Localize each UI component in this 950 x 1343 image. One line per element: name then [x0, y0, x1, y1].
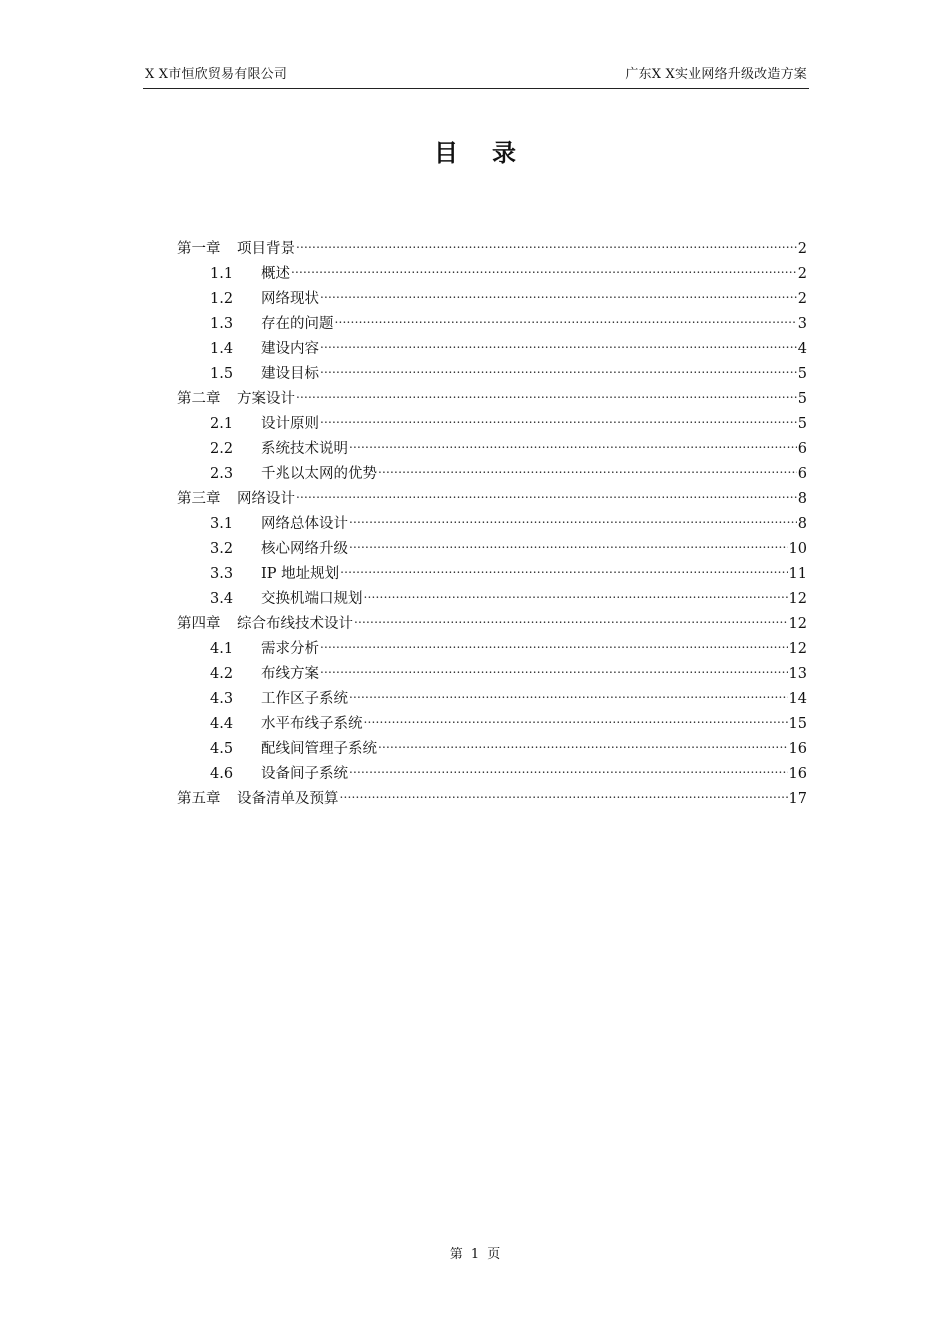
toc-entry-page-number: 4 [797, 341, 807, 357]
toc-entry-page-number: 15 [788, 716, 807, 732]
toc-dot-leader [349, 528, 788, 553]
toc-entry-label: IP 地址规划 [261, 566, 340, 582]
toc-entry-label: 交换机端口规划 [261, 591, 363, 607]
toc-entry-label: 设备清单及预算 [237, 791, 339, 807]
toc-entry-label: 项目背景 [237, 241, 295, 257]
toc-entry-number: 4.6 [210, 766, 234, 782]
toc-entry-page-number: 2 [797, 241, 807, 257]
toc-chapter-entry[interactable] [177, 228, 807, 257]
toc-entry-number: 2.2 [210, 441, 234, 457]
toc-entry-label: 建设目标 [261, 366, 319, 382]
toc-dot-leader [335, 303, 797, 328]
toc-entry-number: 4.5 [210, 741, 234, 757]
toc-entry-page-number: 10 [788, 541, 807, 557]
toc-entry-page-number: 5 [797, 416, 807, 432]
toc-entry-number: 第二章 [177, 391, 221, 407]
toc-entry-page-number: 16 [788, 766, 807, 782]
toc-entry-label: 布线方案 [261, 666, 319, 682]
toc-entry-page-number: 6 [797, 441, 807, 457]
toc-dot-leader [320, 653, 788, 678]
toc-entry-page-number: 12 [788, 616, 807, 632]
toc-entry-label: 核心网络升级 [261, 541, 348, 557]
header-company-name: X X市恒欣贸易有限公司 [145, 67, 288, 82]
toc-entry-page-number: 16 [788, 741, 807, 757]
toc-dot-leader [291, 253, 797, 278]
toc-entry-label: 网络总体设计 [261, 516, 348, 532]
table-of-contents [177, 228, 807, 807]
toc-entry-label: 综合布线技术设计 [237, 616, 353, 632]
toc-entry-label: 概述 [261, 266, 290, 282]
toc-entry-page-number: 6 [797, 466, 807, 482]
toc-entry-label: 存在的问题 [261, 316, 334, 332]
toc-entry-number: 3.2 [210, 541, 234, 557]
toc-entry-label: 方案设计 [237, 391, 295, 407]
toc-dot-leader [364, 578, 788, 603]
toc-dot-leader [340, 553, 787, 578]
toc-entry-number: 3.4 [210, 591, 234, 607]
toc-dot-leader [296, 378, 797, 403]
toc-entry-label: 配线间管理子系统 [261, 741, 377, 757]
toc-entry-number: 3.1 [210, 516, 234, 532]
toc-entry-number: 第三章 [177, 491, 221, 507]
toc-dot-leader [320, 403, 797, 428]
toc-entry-page-number: 17 [788, 791, 807, 807]
page-footer: 第 1 页 [449, 1247, 501, 1262]
toc-dot-leader [320, 628, 788, 653]
toc-entry-number: 2.3 [210, 466, 234, 482]
toc-dot-leader [349, 753, 788, 778]
toc-entry-page-number: 13 [788, 666, 807, 682]
toc-entry-label: 系统技术说明 [261, 441, 348, 457]
toc-entry-page-number: 5 [797, 366, 807, 382]
toc-entry-number: 4.3 [210, 691, 234, 707]
toc-entry-page-number: 8 [797, 491, 807, 507]
toc-entry-label: 工作区子系统 [261, 691, 348, 707]
header-document-title: 广东X X实业网络升级改造方案 [625, 67, 807, 82]
toc-entry-page-number: 8 [797, 516, 807, 532]
toc-entry-label: 网络现状 [261, 291, 319, 307]
toc-entry-label: 设计原则 [261, 416, 319, 432]
toc-dot-leader [320, 328, 797, 353]
toc-entry-label: 水平布线子系统 [261, 716, 363, 732]
page-header [143, 66, 809, 89]
toc-entry-label: 需求分析 [261, 641, 319, 657]
toc-dot-leader [378, 728, 788, 753]
toc-dot-leader [340, 778, 788, 803]
toc-entry-number: 1.1 [210, 266, 234, 282]
toc-entry-number: 1.3 [210, 316, 234, 332]
toc-dot-leader [296, 228, 797, 253]
toc-entry-label: 千兆以太网的优势 [261, 466, 377, 482]
toc-dot-leader [349, 678, 788, 703]
toc-dot-leader [320, 353, 797, 378]
toc-entry-number: 2.1 [210, 416, 234, 432]
toc-entry-page-number: 11 [788, 566, 807, 582]
toc-dot-leader [349, 428, 797, 453]
toc-entry-number: 第五章 [177, 791, 221, 807]
toc-dot-leader [354, 603, 788, 628]
toc-entry-page-number: 5 [797, 391, 807, 407]
toc-dot-leader [296, 478, 797, 503]
toc-title: 目录 [434, 139, 550, 167]
toc-entry-number: 4.1 [210, 641, 234, 657]
toc-entry-number: 第四章 [177, 616, 221, 632]
toc-entry-page-number: 14 [788, 691, 807, 707]
toc-entry-page-number: 12 [788, 591, 807, 607]
toc-entry-label: 设备间子系统 [261, 766, 348, 782]
toc-entry-number: 1.4 [210, 341, 234, 357]
toc-entry-number: 4.4 [210, 716, 234, 732]
toc-dot-leader [320, 278, 797, 303]
toc-dot-leader [378, 453, 797, 478]
toc-dot-leader [349, 503, 797, 528]
toc-entry-number: 3.3 [210, 566, 234, 582]
toc-entry-page-number: 2 [797, 266, 807, 282]
toc-entry-page-number: 12 [788, 641, 807, 657]
toc-entry-label: 网络设计 [237, 491, 295, 507]
toc-dot-leader [364, 703, 788, 728]
toc-entry-number: 1.2 [210, 291, 234, 307]
toc-entry-number: 4.2 [210, 666, 234, 682]
toc-entry-page-number: 3 [797, 316, 807, 332]
toc-entry-number: 第一章 [177, 241, 221, 257]
toc-entry-number: 1.5 [210, 366, 234, 382]
toc-entry-label: 建设内容 [261, 341, 319, 357]
toc-entry-page-number: 2 [797, 291, 807, 307]
